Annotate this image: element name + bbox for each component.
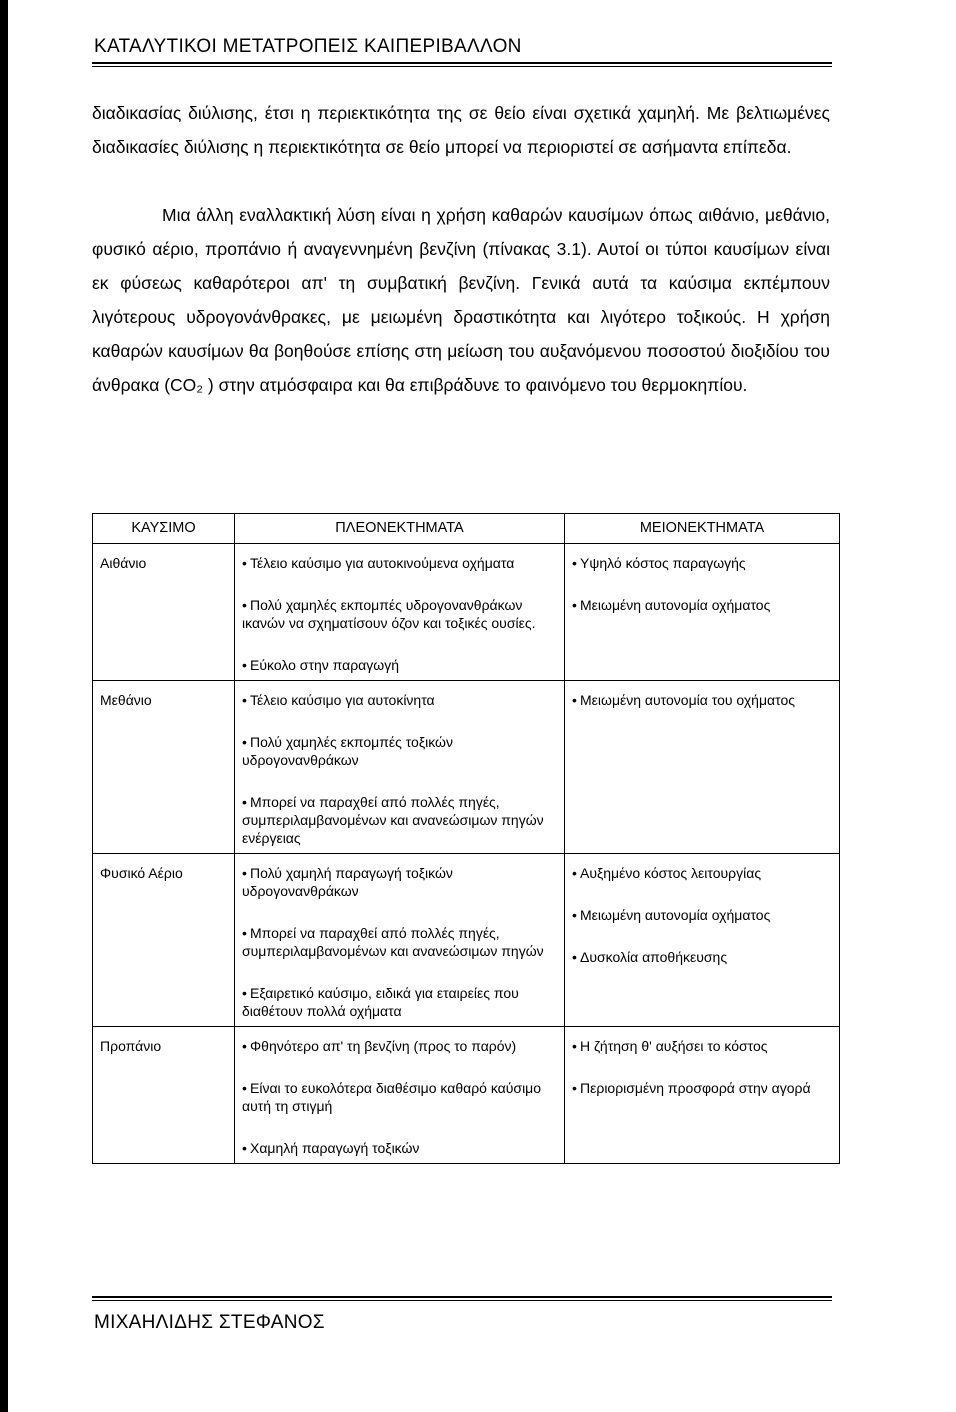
bullet-icon: • bbox=[572, 865, 577, 881]
header-fuel: ΚΑΥΣΙΜΟ bbox=[93, 514, 235, 544]
disadvantage-item bbox=[572, 864, 833, 882]
bullet-icon: • bbox=[572, 1038, 577, 1054]
bullet-icon: • bbox=[242, 657, 247, 673]
item-text: Πολύ χαμηλές εκπομπές τοξικών υδρογονανθράκων bbox=[242, 734, 453, 768]
advantage-item bbox=[242, 691, 558, 709]
advantages-cell bbox=[235, 544, 565, 681]
item-text: Δυσκολία αποθήκευσης bbox=[580, 949, 728, 965]
bullet-icon: • bbox=[572, 597, 577, 613]
advantage-item bbox=[242, 864, 558, 900]
advantages-cell bbox=[235, 1027, 565, 1164]
document-page bbox=[8, 0, 956, 1412]
advantage-item bbox=[242, 1139, 558, 1157]
footer-rule-thick bbox=[92, 1296, 832, 1298]
bullet-icon: • bbox=[242, 985, 247, 1001]
bullet-icon: • bbox=[242, 865, 247, 881]
bullet-icon: • bbox=[572, 555, 577, 571]
disadvantage-item bbox=[572, 906, 833, 924]
disadvantages-cell bbox=[565, 854, 840, 1027]
disadvantage-item bbox=[572, 554, 833, 572]
advantages-cell bbox=[235, 854, 565, 1027]
fuel-name-cell: Προπάνιο bbox=[93, 1027, 235, 1164]
advantage-item bbox=[242, 924, 558, 960]
item-text: Περιορισμένη προσφορά στην αγορά bbox=[580, 1080, 811, 1096]
item-text: Εύκολο στην παραγωγή bbox=[250, 657, 399, 673]
item-text: Υψηλό κόστος παραγωγής bbox=[580, 555, 746, 571]
bullet-icon: • bbox=[572, 1080, 577, 1096]
item-text: Μπορεί να παραχθεί από πολλές πηγές, συμπεριλαμβανομένων και ανανεώσιμων πηγών bbox=[242, 925, 544, 959]
table-row bbox=[93, 681, 840, 854]
advantage-item bbox=[242, 733, 558, 769]
disadvantages-cell bbox=[565, 544, 840, 681]
table-body bbox=[93, 544, 840, 1164]
bullet-icon: • bbox=[242, 794, 247, 810]
item-text: Χαμηλή παραγωγή τοξικών bbox=[250, 1140, 420, 1156]
item-text: Πολύ χαμηλή παραγωγή τοξικών υδρογονανθράκων bbox=[242, 865, 453, 899]
bullet-icon: • bbox=[242, 692, 247, 708]
disadvantage-item bbox=[572, 596, 833, 614]
bullet-icon: • bbox=[242, 555, 247, 571]
item-text: Φθηνότερο απ' τη βενζίνη (προς το παρόν) bbox=[250, 1038, 517, 1054]
bullet-icon: • bbox=[242, 597, 247, 613]
bullet-icon: • bbox=[572, 949, 577, 965]
header-advantages: ΠΛΕΟΝΕΚΤΗΜΑΤΑ bbox=[235, 514, 565, 544]
header-rule-thin bbox=[92, 66, 832, 67]
header-disadvantages: ΜΕΙΟΝΕΚΤΗΜΑΤΑ bbox=[565, 514, 840, 544]
paragraph-sulfur: διαδικασίας διύλισης, έτσι η περιεκτικότητα της σε θείο είναι σχετικά χαμηλή. Με βελτιωμένες διαδικασίες διύλισης η περιεκτικότητα σε θείο μπορεί να περιοριστεί σε ασήμαντα επίπεδα. bbox=[92, 103, 830, 157]
bullet-icon: • bbox=[242, 1080, 247, 1096]
item-text: Μειωμένη αυτονομία οχήματος bbox=[580, 907, 771, 923]
author-footer: ΜΙΧΑΗΛΙΔΗΣ ΣΤΕΦΑΝΟΣ bbox=[94, 1312, 325, 1333]
table-row bbox=[93, 854, 840, 1027]
fuel-name-cell: Μεθάνιο bbox=[93, 681, 235, 854]
disadvantage-item bbox=[572, 948, 833, 966]
item-text: Τέλειο καύσιμο για αυτοκινούμενα οχήματα bbox=[250, 555, 515, 571]
advantage-item bbox=[242, 1079, 558, 1115]
disadvantages-cell bbox=[565, 681, 840, 854]
paragraph-clean-fuels: Μια άλλη εναλλακτική λύση είναι η χρήση καθαρών καυσίμων όπως αιθάνιο, μεθάνιο, φυσικό αέριο, προπάνιο ή αναγεννημένη βενζίνη (πίνακας 3.1). Αυτοί οι τύποι καυσίμων είναι εκ φύσεως καθαρότεροι απ' τη συμβατική βενζίνη. Γενικά αυτά τα καύσιμα εκπέμπουν λιγότερους υδρογονάνθρακες, με μειωμένη δραστικότητα και λιγότερο τοξικούς. Η χρήση καθαρών καυσίμων θα βοηθούσε επίσης στη μείωση του αυξανόμενου ποσοστού διοξιδίου του άνθρακα (CO₂ ) στην ατμόσφαιρα και θα επιβράδυνε το φαινόμενο του θερμοκηπίου. bbox=[92, 205, 830, 395]
advantage-item bbox=[242, 554, 558, 572]
bullet-icon: • bbox=[572, 907, 577, 923]
item-text: Τέλειο καύσιμο για αυτοκίνητα bbox=[250, 692, 435, 708]
item-text: Πολύ χαμηλές εκπομπές υδρογονανθράκων ικανών να σχηματίσουν όζον και τοξικές ουσίες. bbox=[242, 597, 536, 631]
item-text: Αυξημένο κόστος λειτουργίας bbox=[580, 865, 762, 881]
item-text: Μειωμένη αυτονομία του οχήματος bbox=[580, 692, 795, 708]
fuel-name-cell: Αιθάνιο bbox=[93, 544, 235, 681]
fuel-name-cell: Φυσικό Αέριο bbox=[93, 854, 235, 1027]
disadvantage-item bbox=[572, 1037, 833, 1055]
bullet-icon: • bbox=[242, 734, 247, 750]
disadvantages-cell bbox=[565, 1027, 840, 1164]
advantage-item bbox=[242, 656, 558, 674]
running-header: ΚΑΤΑΛΥΤΙΚΟΙ ΜΕΤΑΤΡΟΠΕΙΣ ΚΑΙΠΕΡΙΒΑΛΛΟΝ bbox=[94, 36, 522, 57]
item-text: Είναι το ευκολότερα διαθέσιμο καθαρό καύσιμο αυτή τη στιγμή bbox=[242, 1080, 542, 1114]
bullet-icon: • bbox=[242, 1140, 247, 1156]
advantages-cell bbox=[235, 681, 565, 854]
bullet-icon: • bbox=[572, 692, 577, 708]
table-row bbox=[93, 544, 840, 681]
disadvantage-item bbox=[572, 1079, 833, 1097]
item-text: Μπορεί να παραχθεί από πολλές πηγές, συμπεριλαμβανομένων και ανανεώσιμων πηγών ενέργειας bbox=[242, 794, 544, 846]
footer-rule-thin bbox=[92, 1300, 832, 1301]
fuel-comparison-table bbox=[92, 513, 840, 1164]
header-rule-thick bbox=[92, 62, 832, 64]
table-header-row bbox=[93, 514, 840, 544]
disadvantage-item bbox=[572, 691, 833, 709]
advantage-item bbox=[242, 793, 558, 847]
item-text: Η ζήτηση θ' αυξήσει το κόστος bbox=[580, 1038, 768, 1054]
bullet-icon: • bbox=[242, 925, 247, 941]
item-text: Εξαιρετικό καύσιμο, ειδικά για εταιρείες που διαθέτουν πολλά οχήματα bbox=[242, 985, 519, 1019]
bullet-icon: • bbox=[242, 1038, 247, 1054]
advantage-item bbox=[242, 596, 558, 632]
advantage-item bbox=[242, 1037, 558, 1055]
item-text: Μειωμένη αυτονομία οχήματος bbox=[580, 597, 771, 613]
table-row bbox=[93, 1027, 840, 1164]
advantage-item bbox=[242, 984, 558, 1020]
